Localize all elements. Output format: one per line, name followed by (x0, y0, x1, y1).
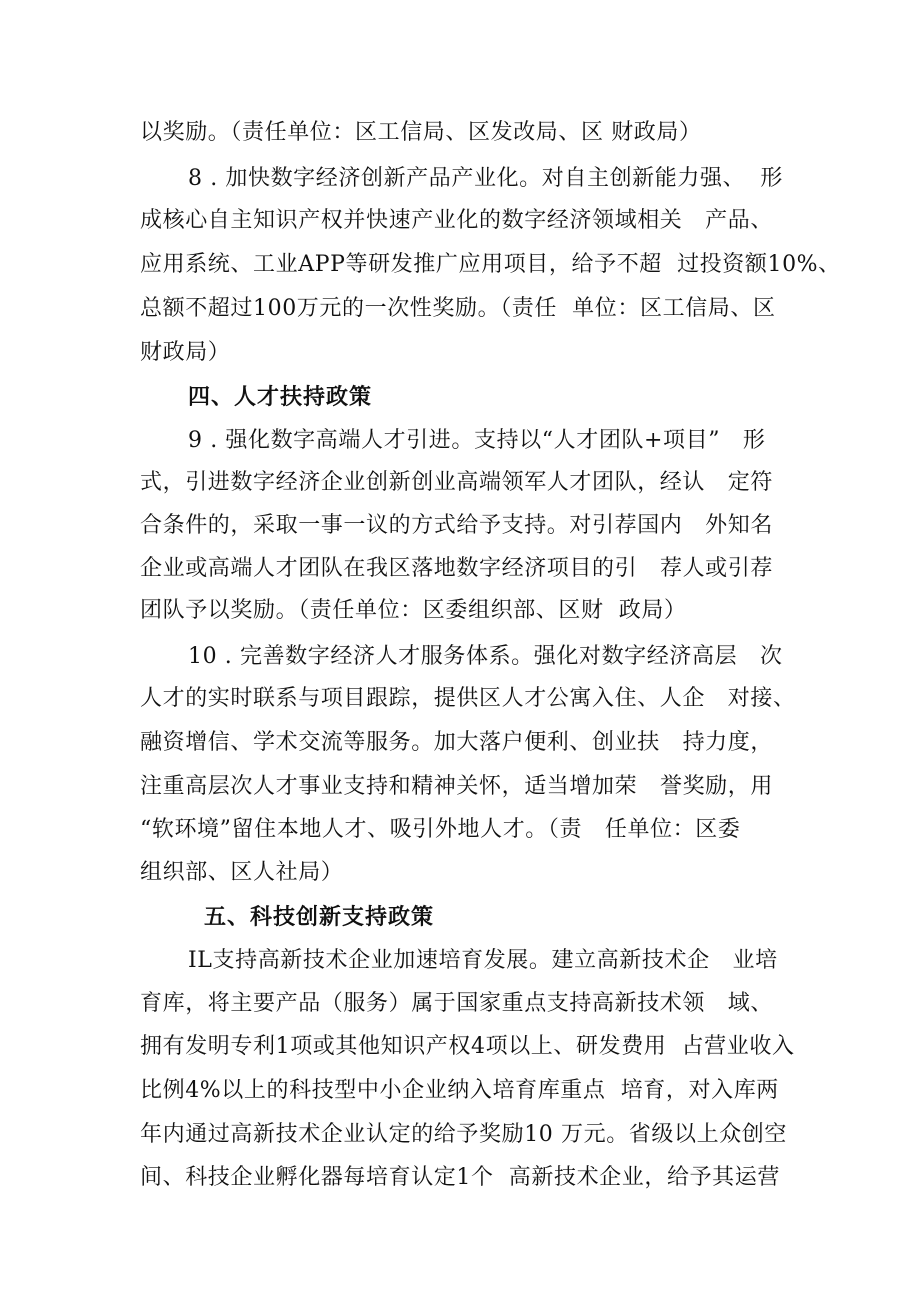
paragraph-line: 间、科技企业孵化器每培育认定1个 高新技术企业，给予其运营 (140, 1165, 780, 1190)
paragraph-line: 应用系统、工业APP等研发推广应用项目，给予不超 过投资额10%、 (140, 252, 841, 277)
paragraph-line: 式，引进数字经济企业创新创业高端领军人才团队，经认 定符 (140, 470, 773, 495)
paragraph-line: 以奖励。（责任单位：区工信局、区发改局、区 财政局） (140, 120, 702, 145)
paragraph-line: 10 . 完善数字经济人才服务体系。强化对数字经济高层 次 (188, 644, 783, 669)
paragraph-line: IL支持高新技术企业加速培育发展。建立高新技术企 业培 (188, 948, 778, 973)
paragraph-line: 组织部、区人社局） (140, 860, 344, 885)
paragraph-line: 总额不超过100万元的一次性奖励。（责任 单位：区工信局、区 (140, 296, 776, 321)
paragraph-line: 企业或高端人才团队在我区落地数字经济项目的引 荐人或引荐 (140, 556, 773, 581)
paragraph-line: “软环境”留住本地人才、吸引外地人才。（责 任单位：区委 (140, 817, 741, 842)
paragraph-line: 8 . 加快数字经济创新产品产业化。对自主创新能力强、 形 (188, 166, 783, 191)
section-heading: 五、科技创新支持政策 (204, 904, 435, 930)
paragraph-line: 成核心自主知识产权并快速产业化的数字经济领域相关 产品、 (140, 208, 773, 233)
paragraph-line: 合条件的，采取一事一议的方式给予支持。对引荐国内 外知名 (140, 513, 773, 538)
paragraph-line: 比例4%以上的科技型中小企业纳入培育库重点 培育，对入库两 (140, 1078, 779, 1103)
paragraph-line: 9 . 强化数字高端人才引进。支持以“人才团队+项目” 形 (188, 428, 766, 453)
paragraph-line: 注重高层次人才事业支持和精神关怀，适当增加荣 誉奖励，用 (140, 774, 773, 799)
paragraph-line: 融资增信、学术交流等服务。加大落户便利、创业扶 持力度， (140, 730, 773, 755)
paragraph-line: 财政局） (140, 340, 231, 365)
paragraph-line: 育库，将主要产品（服务）属于国家重点支持高新技术领 域、 (140, 991, 773, 1016)
paragraph-line: 年内通过高新技术企业认定的给予奖励10 万元。省级以上众创空 (140, 1122, 787, 1147)
paragraph-line: 人才的实时联系与项目跟踪，提供区人才公寓入住、人企 对接、 (140, 686, 796, 711)
paragraph-line: 团队予以奖励。（责任单位：区委组织部、区财 政局） (140, 598, 687, 623)
section-heading: 四、人才扶持政策 (188, 384, 373, 410)
paragraph-line: 拥有发明专利1项或其他知识产权4项以上、研发费用 占营业收入 (140, 1034, 795, 1059)
